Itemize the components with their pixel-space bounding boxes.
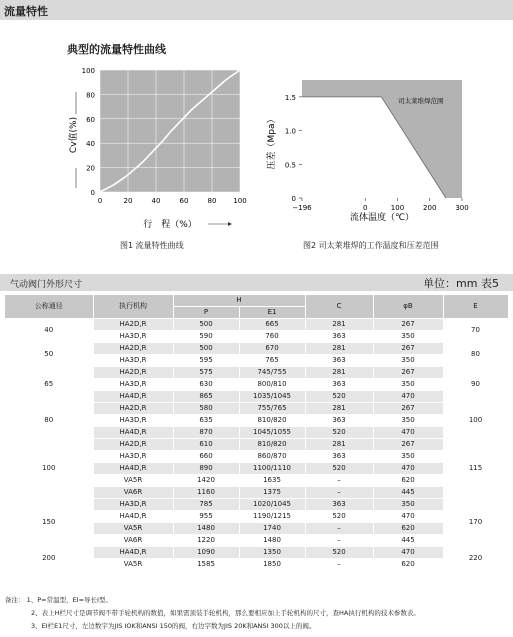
cell-phi-b: 350 [373,415,443,427]
chart1-plot-area [100,70,240,192]
cell-phi-b: 620 [373,523,443,535]
cell-c: 363 [305,379,373,391]
chart2-y-ticks [285,94,302,203]
section-header-bar [0,0,513,20]
cell-p: 635 [173,415,239,427]
chart1-y-tick-label: 60 [86,115,95,124]
cell-actuator: VA6R [93,535,173,547]
cell-phi-b: 350 [373,451,443,463]
table-row [5,499,508,511]
cell-actuator: VA5R [93,559,173,571]
cell-phi-b: 620 [373,559,443,571]
chart2-x-tick-label: 300 [455,204,469,212]
cell-c: 281 [305,343,373,355]
table-row [5,367,508,379]
cell-actuator: HA2D,R [93,319,173,331]
table-unit-label: 单位：mm 表5 [423,277,499,290]
chart2-caption: 图2 司太莱堆焊的工作温度和压差范围 [303,241,439,250]
chart2-x-axis-label: 流体温度（℃） [349,213,415,223]
cell-phi-b: 350 [373,331,443,343]
cell-phi-b: 445 [373,487,443,499]
cell-e1: 1375 [239,487,305,499]
cell-e1: 665 [239,319,305,331]
header-e1: E1 [239,307,305,319]
cell-actuator: HA4D,R [93,547,173,559]
cell-phi-b: 470 [373,511,443,523]
chart2-x-tick-label: 0 [362,204,368,212]
cell-p: 500 [173,343,239,355]
table-row [5,319,508,331]
cell-actuator: HA3D,R [93,415,173,427]
chart2-y-tick-label: 0.5 [284,161,296,170]
header-size: 公称通径 [5,295,93,319]
cell-actuator: HA2D,R [93,343,173,355]
cell-c: 520 [305,511,373,523]
notes-label: 备注： [5,596,25,604]
cell-actuator: VA6R [93,487,173,499]
cell-phi-b: 470 [373,427,443,439]
cell-p: 1220 [173,535,239,547]
cell-e1: 1350 [239,547,305,559]
chart2-y-tick-label: 1.5 [284,93,296,102]
cell-p: 890 [173,463,239,475]
cell-e: 220 [443,547,508,571]
cell-c: 363 [305,355,373,367]
chart2-region-label: 司太莱堆焊范围 [398,97,444,105]
cell-actuator: HA4D,R [93,391,173,403]
cell-phi-b: 470 [373,547,443,559]
chart2-y-tick-label: 1.0 [284,127,296,136]
cell-phi-b: 267 [373,439,443,451]
cell-size: 50 [5,343,93,367]
chart1-x-tick-label: 20 [123,197,133,205]
cell-actuator: HA3D,R [93,331,173,343]
header-actuator: 执行机构 [93,295,173,319]
notes [5,594,420,633]
cell-actuator: HA4D,R [93,427,173,439]
cell-e1: 1100/1110 [239,463,305,475]
cell-actuator: HA3D,R [93,379,173,391]
cell-e1: 765 [239,355,305,367]
cell-size: 100 [5,439,93,499]
chart2-x-tick-label: 100 [390,204,405,212]
chart1-y-ticks [82,67,95,197]
cell-actuator: HA3D,R [93,355,173,367]
chart1-x-tick-label: 40 [151,197,161,205]
chart1-y-tick-label: 20 [86,164,95,173]
chart2-x-tick-label: 200 [423,204,437,212]
cell-e1: 860/870 [239,451,305,463]
cell-e1: 755/765 [239,403,305,415]
chart1-y-tick-label: 0 [90,189,95,197]
header-h: H [173,295,305,307]
cell-c: 520 [305,463,373,475]
cell-e1: 800/810 [239,379,305,391]
cell-actuator: VA5R [93,523,173,535]
cell-p: 610 [173,439,239,451]
cell-actuator: HA2D,R [93,439,173,451]
chart1-x-tick-label: 80 [207,197,217,205]
note-item: 3、EI栏E1尺寸，左边数字为JIS IOK和ANSI 150的阀，右边字数为JIS 20K和ANSI 300以上的阀。 [31,622,316,630]
cell-p: 1480 [173,523,239,535]
cell-c: – [305,559,373,571]
cell-e1: 1635 [239,475,305,487]
cell-e1: 1190/1215 [239,511,305,523]
table-row [5,439,508,451]
cell-phi-b: 267 [373,343,443,355]
cell-c: – [305,487,373,499]
cell-actuator: VA5R [93,475,173,487]
chart1-x-arrowhead [228,222,232,226]
cell-phi-b: 267 [373,319,443,331]
chart1-x-axis-label: 行 程（%） [143,220,197,230]
table-row [5,343,508,355]
cell-e1: 1035/1045 [239,391,305,403]
cell-p: 1160 [173,487,239,499]
cell-c: – [305,535,373,547]
chart1-y-tick-label: 80 [86,91,95,100]
chart2-y-axis-label: 压差（Mpa） [267,114,277,170]
cell-p: 595 [173,355,239,367]
cell-e1: 760 [239,331,305,343]
header-phi-b: φB [373,295,443,319]
cell-p: 865 [173,391,239,403]
cell-phi-b: 620 [373,475,443,487]
cell-e1: 1850 [239,559,305,571]
cell-e1: 745/755 [239,367,305,379]
cell-e: 90 [443,367,508,403]
cell-size: 80 [5,403,93,439]
cell-c: 520 [305,427,373,439]
chart1-x-tick-label: 0 [97,197,103,205]
table-row [5,547,508,559]
chart1-y-axis-label: Cv值(%) [69,116,79,154]
cell-actuator: HA2D,R [93,403,173,415]
section-title: 流量特性 [4,5,48,18]
chart1-title: 典型的流量特性曲线 [67,43,166,56]
cell-c: 363 [305,331,373,343]
cell-e: 80 [443,343,508,367]
cell-e1: 1020/1045 [239,499,305,511]
cell-p: 580 [173,403,239,415]
cell-c: 520 [305,391,373,403]
cell-e1: 810/820 [239,439,305,451]
cell-c: 363 [305,415,373,427]
cell-phi-b: 350 [373,355,443,367]
cell-size: 200 [5,547,93,571]
cell-e: 70 [443,319,508,343]
chart1-x-ticks [98,197,247,205]
chart2-y-tick-label: 0 [291,195,296,203]
cell-actuator: HA4D,R [93,511,173,523]
cell-phi-b: 350 [373,499,443,511]
cell-size: 65 [5,367,93,403]
stellite-range-chart [262,74,482,234]
cell-p: 870 [173,427,239,439]
cell-e1: 1045/1055 [239,427,305,439]
cell-p: 630 [173,379,239,391]
cell-p: 785 [173,499,239,511]
cell-p: 660 [173,451,239,463]
cell-e1: 1480 [239,535,305,547]
cell-e1: 1740 [239,523,305,535]
header-c: C [305,295,373,319]
cell-phi-b: 470 [373,391,443,403]
cell-e1: 810/820 [239,415,305,427]
cell-e1: 670 [239,343,305,355]
cell-c: 281 [305,403,373,415]
cell-phi-b: 445 [373,535,443,547]
cell-p: 1420 [173,475,239,487]
cell-phi-b: 470 [373,463,443,475]
cell-c: 363 [305,451,373,463]
chart1-caption: 图1 流量特性曲线 [120,241,184,250]
cell-actuator: HA3D,R [93,499,173,511]
chart1-y-tick-label: 100 [81,67,95,75]
cell-p: 955 [173,511,239,523]
cell-p: 1585 [173,559,239,571]
cell-p: 575 [173,367,239,379]
cell-phi-b: 267 [373,403,443,415]
table-row [5,403,508,415]
cell-c: 281 [305,319,373,331]
cell-e: 170 [443,499,508,547]
chart1-y-tick-label: 40 [86,140,95,149]
cell-p: 500 [173,319,239,331]
chart2-x-ticks [292,198,468,212]
cell-phi-b: 350 [373,379,443,391]
cell-c: – [305,475,373,487]
header-p: P [173,307,239,319]
cell-p: 1090 [173,547,239,559]
flow-characteristic-chart [60,60,260,250]
cell-c: 281 [305,367,373,379]
cell-size: 150 [5,499,93,547]
table-title: 气动阀门外形尺寸 [10,280,83,290]
cell-c: – [305,523,373,535]
cell-c: 281 [305,439,373,451]
note-item: 2、表上H栏尺寸是调节阀不带手轮机构的数值，如果需顶装手轮机构，那么要相应加上手轮机构的尺寸，查HA执行机构的技术参数表。 [31,609,420,617]
cell-actuator: HA3D,R [93,451,173,463]
cell-c: 363 [305,499,373,511]
cell-p: 590 [173,331,239,343]
cell-phi-b: 267 [373,367,443,379]
cell-c: 520 [305,547,373,559]
dimension-table [5,295,509,571]
note-item: 备注： 1、P=常温型，EI=导长I型。 [5,596,112,604]
cell-actuator: HA2D,R [93,367,173,379]
chart1-x-tick-label: 100 [233,197,247,205]
cell-e: 100 [443,403,508,439]
chart1-x-tick-label: 60 [179,197,189,205]
cell-e: 115 [443,439,508,499]
header-e: E [443,295,508,319]
cell-actuator: HA4D,R [93,463,173,475]
cell-size: 40 [5,319,93,343]
chart2-x-tick-label: −196 [292,204,312,212]
